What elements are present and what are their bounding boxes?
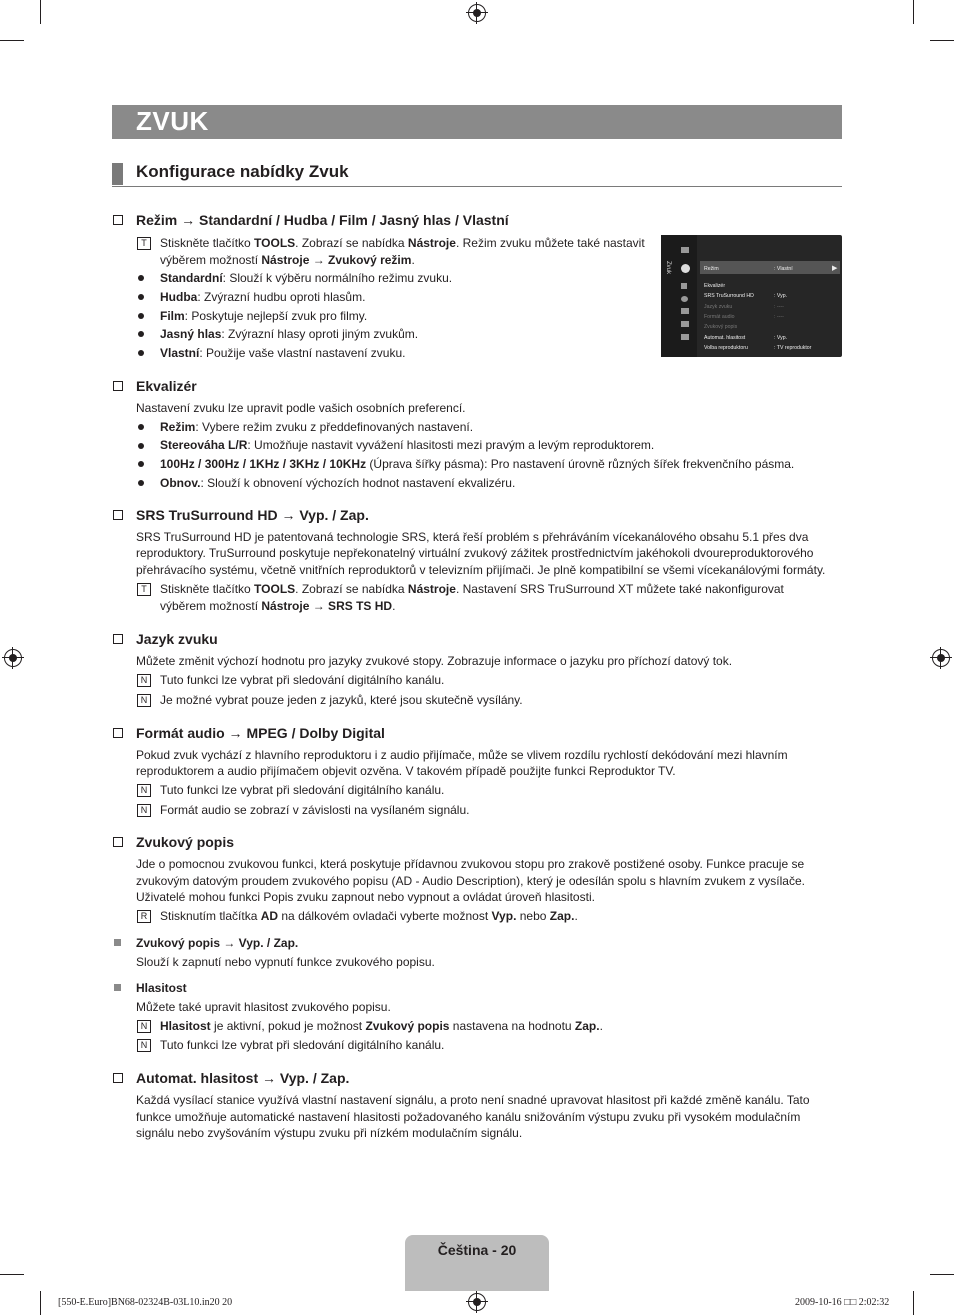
menu-row-label: SRS TruSurround HD [704, 293, 754, 299]
checkbox-bullet-icon [113, 510, 123, 520]
checkbox-bullet-icon [113, 381, 123, 391]
note-tools-cont: výběrem možností Nástroje → SRS TS HD. [160, 599, 396, 613]
bullet-icon [138, 275, 144, 281]
bullet-icon [138, 424, 144, 430]
crop-mark [913, 1291, 914, 1315]
menu-row-value: : Vyp. [774, 335, 788, 341]
menu-row-label: Jazyk zvuku [704, 304, 733, 310]
note-tools: Stiskněte tlačítko TOOLS. Zobrazí se nabídka Nástroje. Nastavení SRS TruSurround XT můžete také nakonfigurovat [160, 582, 784, 596]
chapter-title: ZVUK [136, 106, 209, 136]
section-marker [112, 163, 123, 185]
list-item: Obnov.: Slouží k obnovení výchozích hodnot nastavení ekvalizéru. [160, 476, 516, 490]
paragraph-line: přehrávacího systému, včetně vnitřních reproduktorů v televizním přijímači. Je plně kompatibilní se všemi vícekanálovými formáty. [136, 563, 826, 577]
subheading: Zvukový popis → Vyp. / Zap. [136, 936, 299, 950]
crop-mark [930, 40, 954, 41]
footer-file-info: [550-E.Euro]BN68-02324B-03L10.in20 20 [58, 1297, 233, 1308]
input-icon [681, 308, 689, 314]
registration-mark-icon [468, 1293, 486, 1311]
list-item: Jasný hlas: Zvýrazní hlasy oproti jiným zvukům. [160, 327, 419, 341]
section-title: Konfigurace nabídky Zvuk [136, 162, 349, 181]
menu-category-label: Zvuk [665, 261, 671, 275]
menu-sidebar [661, 235, 697, 357]
setup-icon [681, 296, 688, 302]
paragraph-line: Každá vysílací stanice využívá vlastní nastavení signálu, a proto není snadné upravovat hlasitost při každé změně kanálu. Tato [136, 1093, 810, 1107]
crop-mark [40, 0, 41, 24]
heading-srs: SRS TruSurround HD → Vyp. / Zap. [136, 507, 369, 523]
chapter-banner [112, 105, 842, 139]
note-icon: N [137, 784, 151, 797]
channel-icon [681, 283, 687, 289]
paragraph: Můžete změnit výchozí hodnotu pro jazyky zvukové stopy. Zobrazuje informace o jazyku pro příchozí datový tok. [136, 654, 733, 668]
app-icon [681, 321, 689, 327]
menu-row-label: Zvukový popis [704, 324, 738, 330]
menu-row-label: Automat. hlasitost [704, 335, 746, 341]
note-text: Tuto funkci lze vybrat při sledování digitálního kanálu. [160, 783, 445, 797]
chevron-right-icon: ▶ [832, 265, 838, 272]
registration-mark-icon [932, 649, 950, 667]
menu-row-label: Formát audio [704, 314, 735, 320]
remote-note-icon: R [137, 910, 151, 923]
note-text: Tuto funkci lze vybrat při sledování digitálního kanálu. [160, 1038, 445, 1052]
bullet-icon [138, 294, 144, 300]
note-text: Stisknutím tlačítka AD na dálkovém ovladači vyberte možnost Vyp. nebo Zap.. [160, 909, 578, 923]
bullet-icon [138, 350, 144, 356]
paragraph-line: signálu nebo zvyšováním výstupu zvuku při nízkém modulačním signálu. [136, 1126, 523, 1140]
menu-row-label: Ekvalizér [704, 283, 726, 289]
paragraph: Slouží k zapnutí nebo vypnutí funkce zvukového popisu. [136, 955, 435, 969]
tools-note-icon: T [137, 237, 151, 250]
note-icon: N [137, 1020, 151, 1033]
note-icon: N [137, 694, 151, 707]
sub-bullet-icon [114, 984, 121, 991]
menu-row-value: : ---- [774, 314, 784, 320]
menu-row-value: : ---- [774, 304, 784, 310]
sound-icon [681, 264, 690, 273]
checkbox-bullet-icon [113, 634, 123, 644]
menu-row-label: Režim [704, 266, 719, 272]
support-icon [681, 334, 689, 340]
list-item: Režim: Vybere režim zvuku z předdefinovaných nastavení. [160, 420, 474, 434]
bullet-icon [138, 313, 144, 319]
crop-mark [40, 1291, 41, 1315]
note-text: Hlasitost je aktivní, pokud je možnost Zvukový popis nastavena na hodnotu Zap.. [160, 1019, 603, 1033]
paragraph-line: reproduktorem a audio přijímačem objevit ozvěna. V takovém případě použijte funkci Reproduktor TV. [136, 764, 676, 778]
paragraph-line: reproduktory. TruSurround poskytuje nepřekonatelný virtuální zvukový zážitek prostřednictvím jakéhokoli dvoureproduktorového [136, 546, 814, 560]
heading-format-audio: Formát audio → MPEG / Dolby Digital [136, 725, 385, 741]
paragraph-line: zvukovým datovým proudem zvukového popisu (AD - Audio Description), který je odesílán spolu s hlavním zvukem z vysílače. [136, 874, 805, 888]
checkbox-bullet-icon [113, 1073, 123, 1083]
paragraph-line: Uživatelé mohou funkci Popis zvuku zapnout nebo vypnout a ovládat úroveň hlasitosti. [136, 890, 595, 904]
bullet-icon [138, 443, 144, 449]
heading-zvukovy-popis: Zvukový popis [136, 834, 235, 850]
checkbox-bullet-icon [113, 728, 123, 738]
list-item: 100Hz / 300Hz / 1KHz / 3KHz / 10KHz (Úprava šířky pásma): Pro nastavení úrovně různých šířek frekvenčního pásma. [160, 457, 795, 471]
paragraph-line: Jde o pomocnou zvukovou funkci, která poskytuje přídavnou zvukovou stopu pro zrakově postižené osoby. Funkce pracuje se [136, 857, 805, 871]
checkbox-bullet-icon [113, 215, 123, 225]
menu-row-value: : Vlastní [774, 266, 793, 272]
crop-mark [0, 1274, 24, 1275]
paragraph-line: funkce umožňuje automatické nastavení hlasitosti požadovaného kanálu snižováním výstupu zvuku při vysokém modulačním [136, 1110, 801, 1124]
menu-row-label: Volba reproduktoru [704, 345, 748, 351]
registration-mark-icon [468, 4, 486, 22]
note-text: Tuto funkci lze vybrat při sledování digitálního kanálu. [160, 673, 445, 687]
note-icon: N [137, 804, 151, 817]
checkbox-bullet-icon [113, 837, 123, 847]
picture-icon [681, 247, 689, 253]
note-icon: N [137, 1039, 151, 1052]
page-number: Čeština - 20 [437, 1242, 517, 1258]
list-item: Standardní: Slouží k výběru normálního režimu zvuku. [160, 271, 453, 285]
list-item: Stereováha L/R: Umožňuje nastavit vyvážení hlasitosti mezi pravým a levým reproduktorem. [160, 438, 655, 452]
crop-mark [930, 1274, 954, 1275]
menu-row-value: : Vyp. [774, 293, 788, 299]
list-item: Film: Poskytuje nejlepší zvuk pro filmy. [160, 309, 368, 323]
paragraph: Nastavení zvuku lze upravit podle vašich osobních preferencí. [136, 401, 466, 415]
list-item: Vlastní: Použije vaše vlastní nastavení zvuku. [160, 346, 406, 360]
bullet-icon [138, 461, 144, 467]
crop-mark [0, 40, 24, 41]
tv-menu-screenshot [661, 235, 842, 357]
bullet-icon [138, 331, 144, 337]
heading-automat-hlasitost: Automat. hlasitost → Vyp. / Zap. [136, 1070, 350, 1086]
tools-note-icon: T [137, 583, 151, 596]
list-item: Hudba: Zvýrazní hudbu oproti hlasům. [160, 290, 366, 304]
paragraph: Můžete také upravit hlasitost zvukového popisu. [136, 1000, 391, 1014]
section-rule [112, 186, 842, 187]
heading-jazyk: Jazyk zvuku [136, 631, 218, 647]
paragraph-line: SRS TruSurround HD je patentovaná technologie SRS, která řeší problém s přehráváním vícekanálového obsahu 5.1 přes dva [136, 530, 809, 544]
sub-bullet-icon [114, 939, 121, 946]
note-tools-cont: výběrem možností Nástroje → Zvukový režim. [160, 253, 415, 267]
paragraph-line: Pokud zvuk vychází z hlavního reproduktoru i z audio přijímače, může se vlivem rozdílu rychlostí dekódování mezi hlavním [136, 748, 788, 762]
menu-selection-highlight [700, 261, 840, 274]
note-tools: Stiskněte tlačítko TOOLS. Zobrazí se nabídka Nástroje. Režim zvuku můžete také nastavit [160, 236, 645, 250]
registration-mark-icon [4, 649, 22, 667]
menu-row-value: : TV reproduktor [774, 345, 812, 351]
heading-ekvalizer: Ekvalizér [136, 378, 197, 394]
footer-timestamp: 2009-10-16 □□ 2:02:32 [795, 1297, 890, 1308]
bullet-icon [138, 480, 144, 486]
note-icon: N [137, 674, 151, 687]
note-text: Formát audio se zobrazí v závislosti na vysílaném signálu. [160, 803, 470, 817]
subheading: Hlasitost [136, 981, 187, 995]
note-text: Je možné vybrat pouze jeden z jazyků, které jsou skutečně vysílány. [160, 693, 523, 707]
heading-rezim: Režim → Standardní / Hudba / Film / Jasný hlas / Vlastní [136, 212, 509, 228]
crop-mark [913, 0, 914, 24]
page-number-tab [405, 1235, 549, 1291]
